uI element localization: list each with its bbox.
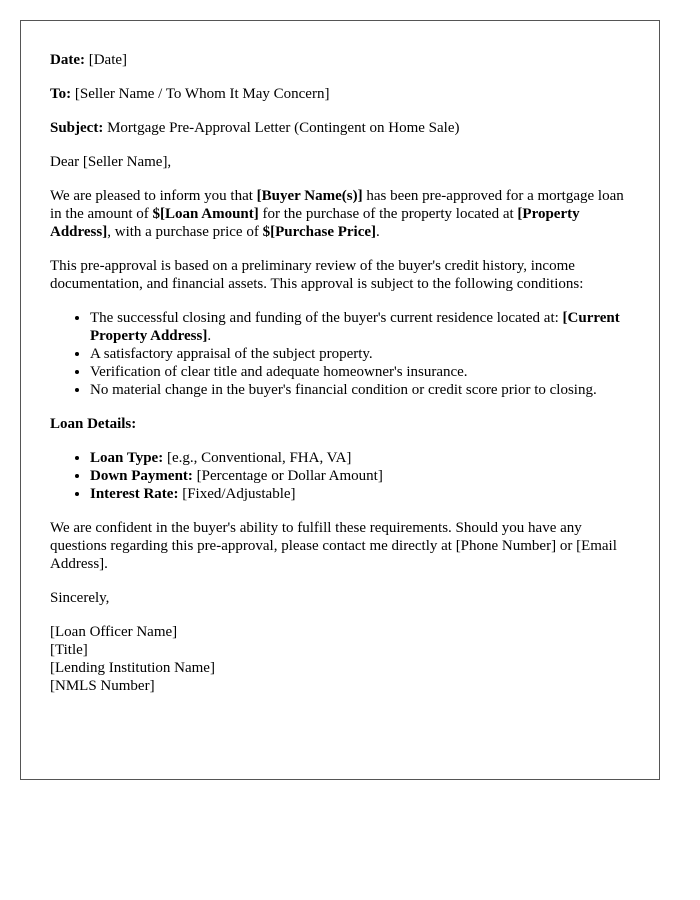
property-address: [Property Address] xyxy=(50,206,580,240)
salutation: Dear [Seller Name], xyxy=(50,154,172,170)
conditions-list xyxy=(50,309,631,399)
to-value: [Seller Name / To Whom It May Concern] xyxy=(74,86,330,102)
conditions-intro-paragraph: This pre-approval is based on a preliminary review of the buyer's credit history, income documentation, and financial assets. This approval is subject to the following conditions: xyxy=(50,258,584,292)
to-label: To: xyxy=(50,86,72,102)
nmls-number: [NMLS Number] xyxy=(50,678,155,694)
signature-block xyxy=(50,623,631,695)
condition-item: • Verification of clear title and adequate homeowner's insurance. xyxy=(90,363,631,381)
closing-paragraph: We are confident in the buyer's ability to fulfill these requirements. Should you have any questions regarding this pre-approval, please contact me directly at [Phone Number] or [Email Address]. xyxy=(50,520,617,572)
loan-details-list xyxy=(50,449,631,503)
sign-off: Sincerely, xyxy=(50,590,110,606)
buyer-name: [Buyer Name(s)] xyxy=(256,188,363,204)
current-property-address: [Current Property Address] xyxy=(90,310,620,344)
date-value: [Date] xyxy=(88,52,128,68)
loan-detail-label: Interest Rate: xyxy=(90,486,179,502)
intro-text-3: for the purchase of the property located at xyxy=(258,206,518,222)
condition-item: • No material change in the buyer's financial condition or credit score prior to closing. xyxy=(90,381,631,399)
loan-officer-name: [Loan Officer Name] xyxy=(50,624,178,640)
subject-value: Mortgage Pre-Approval Letter (Contingent on Home Sale) xyxy=(107,120,460,136)
letter-document xyxy=(20,20,660,780)
loan-detail-value: [e.g., Conventional, FHA, VA] xyxy=(163,450,352,466)
loan-detail-item xyxy=(90,467,631,485)
subject-label: Subject: xyxy=(50,120,104,136)
officer-title: [Title] xyxy=(50,642,88,658)
loan-details-heading: Loan Details: xyxy=(50,416,137,432)
intro-paragraph xyxy=(50,187,631,241)
date-label: Date: xyxy=(50,52,85,68)
lending-institution: [Lending Institution Name] xyxy=(50,660,215,676)
condition-item: • A satisfactory appraisal of the subject property. xyxy=(90,345,631,363)
subject-line xyxy=(50,119,631,137)
condition-item xyxy=(90,309,631,345)
date-line xyxy=(50,51,631,69)
condition-1-text: The successful closing and funding of the buyer's current residence located at: xyxy=(90,310,563,326)
loan-detail-value: [Fixed/Adjustable] xyxy=(178,486,296,502)
loan-detail-value: [Percentage or Dollar Amount] xyxy=(192,468,383,484)
intro-text-1: We are pleased to inform you that xyxy=(50,188,257,204)
loan-detail-label: Down Payment: xyxy=(90,468,193,484)
loan-detail-item xyxy=(90,449,631,467)
intro-text-4: , with a purchase price of xyxy=(107,224,263,240)
to-line xyxy=(50,85,631,103)
loan-detail-item xyxy=(90,485,631,503)
intro-text-2: has been pre-approved for a mortgage loan in the amount of xyxy=(50,188,624,222)
condition-1-end: . xyxy=(207,328,212,344)
loan-detail-label: Loan Type: xyxy=(90,450,164,466)
intro-text-5: . xyxy=(376,224,380,240)
loan-amount: $[Loan Amount] xyxy=(152,206,259,222)
purchase-price: $[Purchase Price] xyxy=(262,224,377,240)
